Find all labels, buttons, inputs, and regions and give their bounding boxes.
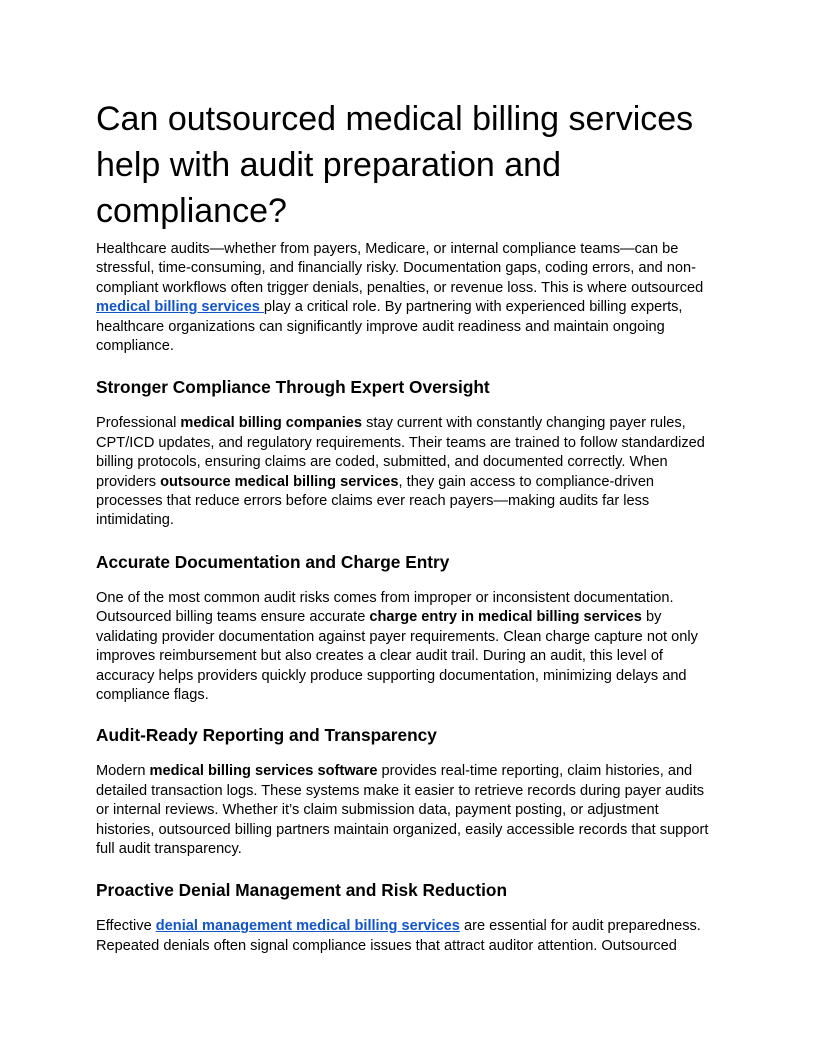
text-run: One of the most common audit risks comes from improper or inconsistent documentation. Outsourced billing teams ensure accurate bbox=[96, 589, 674, 626]
text-run: are essential for audit preparedness. Repeated denials often signal compliance issues that attract auditor attention. Outsourced bbox=[96, 918, 701, 954]
page-title: Can outsourced medical billing services help with audit preparation and compliance? bbox=[96, 100, 694, 230]
bold-term: medical billing services software bbox=[149, 763, 378, 780]
text-run: by validating provider documentation against payer requirements. Clean charge capture not only improves reimbursement but also creates a clear audit trail. During an audit, this level of accuracy helps providers quickly produce supporting documentation, minimizing delays and compliance flags. bbox=[96, 609, 698, 703]
bold-term: medical billing companies bbox=[180, 415, 363, 432]
intro-text-start: Healthcare audits—whether from payers, Medicare, or internal compliance teams—can be stressful, time-consuming, and financially risky. Documentation gaps, coding errors, and non-compliant workflows often trigger denials, penalties, or revenue loss. This is where outsourced bbox=[96, 241, 704, 296]
section-heading-compliance: Stronger Compliance Through Expert Oversight bbox=[96, 377, 490, 398]
text-run: , they gain access to compliance-driven processes that reduce errors before claims ever reach payers—making audits far less intimidating. bbox=[96, 473, 655, 529]
section-heading-reporting: Audit-Ready Reporting and Transparency bbox=[96, 725, 437, 746]
document-page bbox=[96, 96, 720, 956]
bold-term: outsource medical billing services bbox=[160, 473, 399, 490]
medical-billing-services-link[interactable]: medical billing services bbox=[96, 299, 264, 316]
text-run: provides real-time reporting, claim histories, and detailed transaction logs. These systems make it easier to retrieve records during payer audits or internal reviews. Whether it’s claim submission data, payment posting, or adjustment histories, outsourced billing partners maintain organized, easily accessible records that support full audit transparency. bbox=[96, 763, 709, 857]
section-paragraph-reporting bbox=[96, 762, 720, 859]
intro-text-end: play a critical role. By partnering with experienced billing experts, healthcare organizations can significantly improve audit readiness and maintain ongoing compliance. bbox=[96, 299, 683, 355]
text-run: Professional bbox=[96, 415, 181, 432]
intro-paragraph bbox=[96, 240, 720, 356]
section-heading-denial-management: Proactive Denial Management and Risk Reduction bbox=[96, 880, 508, 901]
text-run: stay current with constantly changing payer rules, CPT/ICD updates, and regulatory requirements. Their teams are trained to follow standardized billing protocols, ensuring claims are coded, submitted, and documented correctly. When providers bbox=[96, 415, 705, 490]
section-paragraph-compliance bbox=[96, 414, 720, 530]
bold-term: charge entry in medical billing services bbox=[369, 609, 642, 626]
section-heading-documentation: Accurate Documentation and Charge Entry bbox=[96, 551, 450, 572]
text-run: Effective bbox=[96, 918, 156, 935]
section-paragraph-denial-management bbox=[96, 917, 720, 956]
text-run: Modern bbox=[96, 763, 150, 780]
section-paragraph-documentation bbox=[96, 589, 720, 705]
denial-management-link[interactable]: denial management medical billing services bbox=[155, 918, 460, 935]
